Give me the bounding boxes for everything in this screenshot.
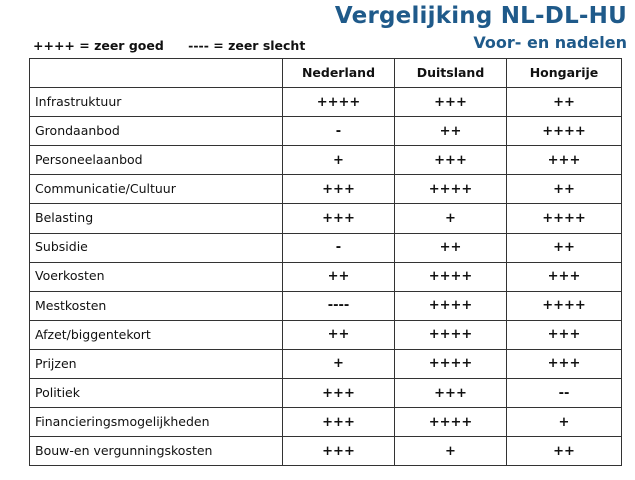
duitsland-rating-cell: ++++ bbox=[395, 349, 507, 378]
table-row bbox=[30, 175, 622, 204]
hongarije-rating-cell: + bbox=[507, 408, 622, 437]
hongarije-rating-cell: ++++ bbox=[507, 291, 622, 320]
comparison-table bbox=[29, 58, 622, 466]
duitsland-rating-cell: ++++ bbox=[395, 291, 507, 320]
duitsland-rating-cell: ++++ bbox=[395, 262, 507, 291]
duitsland-rating-cell: ++ bbox=[395, 117, 507, 146]
header-hongarije: Hongarije bbox=[507, 59, 622, 88]
hongarije-rating-cell: +++ bbox=[507, 349, 622, 378]
hongarije-rating-cell: +++ bbox=[507, 320, 622, 349]
table-row bbox=[30, 88, 622, 117]
hongarije-rating-cell: ++ bbox=[507, 233, 622, 262]
table-header-row bbox=[30, 59, 622, 88]
criterion-cell: Mestkosten bbox=[30, 291, 283, 320]
header-criterion bbox=[30, 59, 283, 88]
hongarije-rating-cell: ++ bbox=[507, 175, 622, 204]
duitsland-rating-cell: +++ bbox=[395, 88, 507, 117]
duitsland-rating-cell: ++ bbox=[395, 233, 507, 262]
hongarije-rating-cell: ++ bbox=[507, 88, 622, 117]
duitsland-rating-cell: +++ bbox=[395, 146, 507, 175]
nederland-rating-cell: ++ bbox=[283, 320, 395, 349]
criterion-cell: Bouw-en vergunningskosten bbox=[30, 437, 283, 466]
hongarije-rating-cell: ++ bbox=[507, 437, 622, 466]
nederland-rating-cell: - bbox=[283, 233, 395, 262]
nederland-rating-cell: + bbox=[283, 349, 395, 378]
table-row bbox=[30, 262, 622, 291]
table-row bbox=[30, 437, 622, 466]
page-title: Vergelijking NL-DL-HU bbox=[334, 3, 627, 29]
nederland-rating-cell: +++ bbox=[283, 204, 395, 233]
duitsland-rating-cell: ++++ bbox=[395, 320, 507, 349]
rating-legend bbox=[33, 38, 305, 53]
table-row bbox=[30, 204, 622, 233]
duitsland-rating-cell: + bbox=[395, 437, 507, 466]
table-row bbox=[30, 233, 622, 262]
duitsland-rating-cell: +++ bbox=[395, 379, 507, 408]
criterion-cell: Financieringsmogelijkheden bbox=[30, 408, 283, 437]
nederland-rating-cell: ---- bbox=[283, 291, 395, 320]
nederland-rating-cell: + bbox=[283, 146, 395, 175]
table-row bbox=[30, 408, 622, 437]
page-subtitle: Voor- en nadelen bbox=[473, 33, 627, 52]
table-row bbox=[30, 117, 622, 146]
duitsland-rating-cell: ++++ bbox=[395, 175, 507, 204]
criterion-cell: Prijzen bbox=[30, 349, 283, 378]
criterion-cell: Afzet/biggentekort bbox=[30, 320, 283, 349]
hongarije-rating-cell: -- bbox=[507, 379, 622, 408]
hongarije-rating-cell: ++++ bbox=[507, 117, 622, 146]
nederland-rating-cell: +++ bbox=[283, 408, 395, 437]
hongarije-rating-cell: +++ bbox=[507, 262, 622, 291]
legend-bad: ---- = zeer slecht bbox=[188, 38, 306, 53]
criterion-cell: Grondaanbod bbox=[30, 117, 283, 146]
criterion-cell: Voerkosten bbox=[30, 262, 283, 291]
table-row bbox=[30, 379, 622, 408]
nederland-rating-cell: +++ bbox=[283, 175, 395, 204]
criterion-cell: Subsidie bbox=[30, 233, 283, 262]
nederland-rating-cell: +++ bbox=[283, 379, 395, 408]
criterion-cell: Politiek bbox=[30, 379, 283, 408]
duitsland-rating-cell: ++++ bbox=[395, 408, 507, 437]
table-row bbox=[30, 291, 622, 320]
criterion-cell: Belasting bbox=[30, 204, 283, 233]
criterion-cell: Infrastruktuur bbox=[30, 88, 283, 117]
legend-good: ++++ = zeer goed bbox=[33, 38, 164, 53]
duitsland-rating-cell: + bbox=[395, 204, 507, 233]
table-body bbox=[30, 88, 622, 466]
table-row bbox=[30, 349, 622, 378]
criterion-cell: Personeelaanbod bbox=[30, 146, 283, 175]
table-row bbox=[30, 146, 622, 175]
header-duitsland: Duitsland bbox=[395, 59, 507, 88]
nederland-rating-cell: +++ bbox=[283, 437, 395, 466]
header-nederland: Nederland bbox=[283, 59, 395, 88]
table-row bbox=[30, 320, 622, 349]
hongarije-rating-cell: +++ bbox=[507, 146, 622, 175]
criterion-cell: Communicatie/Cultuur bbox=[30, 175, 283, 204]
hongarije-rating-cell: ++++ bbox=[507, 204, 622, 233]
nederland-rating-cell: ++++ bbox=[283, 88, 395, 117]
nederland-rating-cell: ++ bbox=[283, 262, 395, 291]
nederland-rating-cell: - bbox=[283, 117, 395, 146]
